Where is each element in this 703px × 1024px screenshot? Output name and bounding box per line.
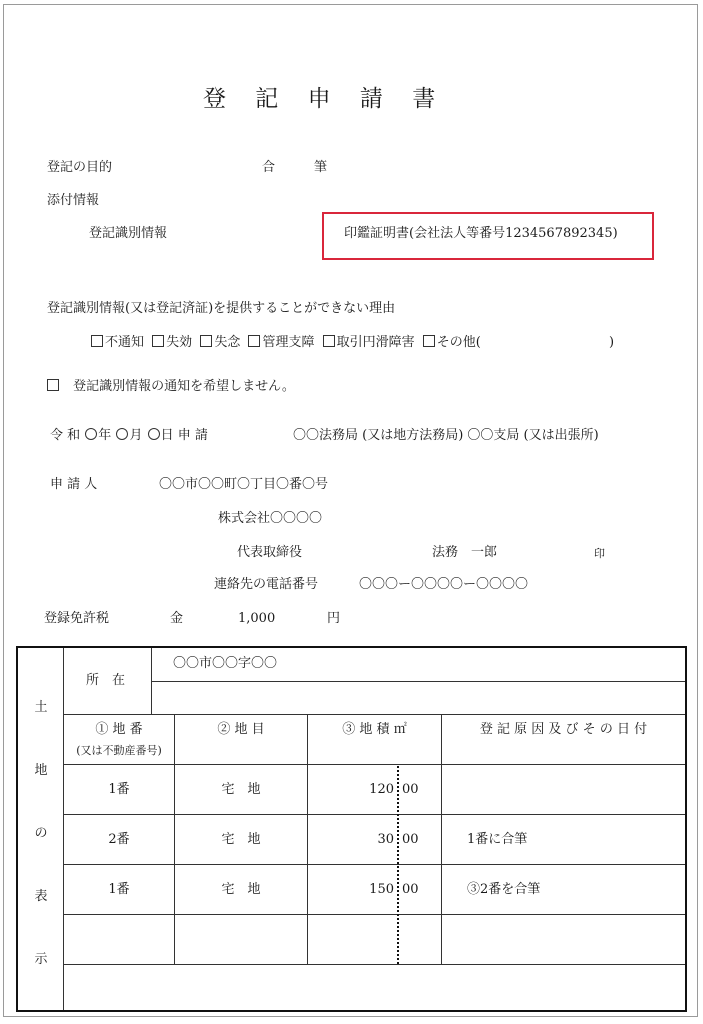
rep-name: 法務 一郎 (432, 545, 498, 560)
month-circle (116, 428, 128, 440)
header-category: ② 地 目 (217, 722, 265, 737)
notify-label: 登記識別情報の通知を希望しません。 (73, 379, 295, 394)
header-cause: 登 記 原 因 及 び そ の 日 付 (479, 722, 648, 737)
checkbox-not-notified[interactable] (91, 335, 103, 347)
month-label: 月 (129, 428, 143, 443)
header-top-line (63, 714, 685, 715)
office-label: 〇〇法務局 (又は地方法務局) 〇〇支局 (又は出張所) (293, 428, 599, 443)
attached-item-label: 登記識別情報 (89, 226, 168, 241)
row-1-category: 宅 地 (221, 782, 261, 797)
row-2-lot: 2番 (108, 832, 130, 847)
row-1-lot: 1番 (108, 782, 130, 797)
row-3-cause: ③2番を合筆 (467, 882, 541, 897)
row-line-1 (63, 814, 685, 815)
side-divider (63, 648, 64, 1010)
location-value: 〇〇市〇〇字〇〇 (173, 656, 278, 671)
attached-item-value: 印鑑証明書(会社法人等番号1234567892345) (344, 226, 618, 241)
date-line (50, 428, 208, 444)
side-char-4: 表 (34, 889, 48, 904)
option-forgotten: 失念 (214, 335, 241, 350)
reason-options (91, 335, 481, 351)
attached-label: 添付情報 (47, 193, 100, 208)
row-1-area-dec: 00 (402, 782, 419, 797)
day-label: 日 申 請 (160, 428, 208, 443)
side-char-5: 示 (34, 952, 48, 967)
row-3-lot: 1番 (108, 882, 130, 897)
header-bottom-line (63, 764, 685, 765)
col-divider-2 (307, 714, 308, 964)
tax-amount: 1,000 (238, 611, 276, 626)
option-expired: 失効 (166, 335, 193, 350)
applicant-address: 〇〇市〇〇町〇丁目〇番〇号 (159, 477, 329, 492)
row-line-3 (63, 914, 685, 915)
highlight-box (322, 212, 654, 260)
checkbox-other[interactable] (423, 335, 435, 347)
phone-label: 連絡先の電話番号 (214, 577, 319, 592)
option-transaction: 取引円滑障害 (336, 335, 415, 350)
row-1-area-int: 120 (369, 782, 394, 797)
tax-unit: 円 (327, 611, 341, 626)
tax-prefix: 金 (170, 611, 184, 626)
land-description-table (16, 646, 687, 1012)
purpose-label: 登記の目的 (47, 160, 113, 175)
year-circle (85, 428, 97, 440)
col-divider-3 (441, 714, 442, 964)
applicant-company: 株式会社〇〇〇〇 (218, 511, 323, 526)
checkbox-expired[interactable] (152, 335, 164, 347)
side-char-3: の (34, 826, 48, 841)
side-char-1: 土 (34, 700, 48, 715)
checkbox-forgotten[interactable] (200, 335, 212, 347)
checkbox-transaction[interactable] (323, 335, 335, 347)
purpose-value: 合 筆 (262, 160, 328, 175)
row-3-area-dec: 00 (402, 882, 419, 897)
row-3-area-int: 150 (369, 882, 394, 897)
phone-number: 〇〇〇ー〇〇〇〇ー〇〇〇〇 (359, 577, 529, 592)
row-2-cause: 1番に合筆 (467, 832, 528, 847)
option-management: 管理支障 (262, 335, 315, 350)
day-circle (148, 428, 160, 440)
page-title: 登 記 申 請 書 (203, 86, 447, 112)
location-row-line (151, 681, 685, 682)
option-other: その他( (436, 335, 481, 350)
year-label: 年 (98, 428, 112, 443)
seal-mark: 印 (594, 547, 605, 560)
row-2-area-dec: 00 (402, 832, 419, 847)
tax-label: 登録免許税 (44, 611, 110, 626)
row-3-category: 宅 地 (221, 882, 261, 897)
applicant-label: 申 請 人 (50, 477, 98, 492)
row-line-2 (63, 864, 685, 865)
row-line-4 (63, 964, 685, 965)
header-area: ③ 地 積 ㎡ (342, 722, 407, 737)
option-not-notified: 不通知 (105, 335, 145, 350)
side-char-2: 地 (34, 763, 48, 778)
row-2-area-int: 30 (377, 832, 394, 847)
era-label: 令 和 (50, 428, 81, 443)
reason-label: 登記識別情報(又は登記済証)を提供することができない理由 (47, 301, 396, 316)
checkbox-management[interactable] (248, 335, 260, 347)
checkbox-no-notify[interactable] (47, 379, 59, 391)
header-lot: ① 地 番 (95, 722, 143, 737)
notify-line (47, 379, 295, 395)
row-2-category: 宅 地 (221, 832, 261, 847)
header-lot-sub: (又は不動産番号) (76, 744, 162, 757)
area-decimal-divider (397, 766, 399, 964)
rep-title: 代表取締役 (237, 545, 303, 560)
location-label: 所 在 (86, 673, 126, 688)
reason-options-close: ) (609, 335, 615, 350)
